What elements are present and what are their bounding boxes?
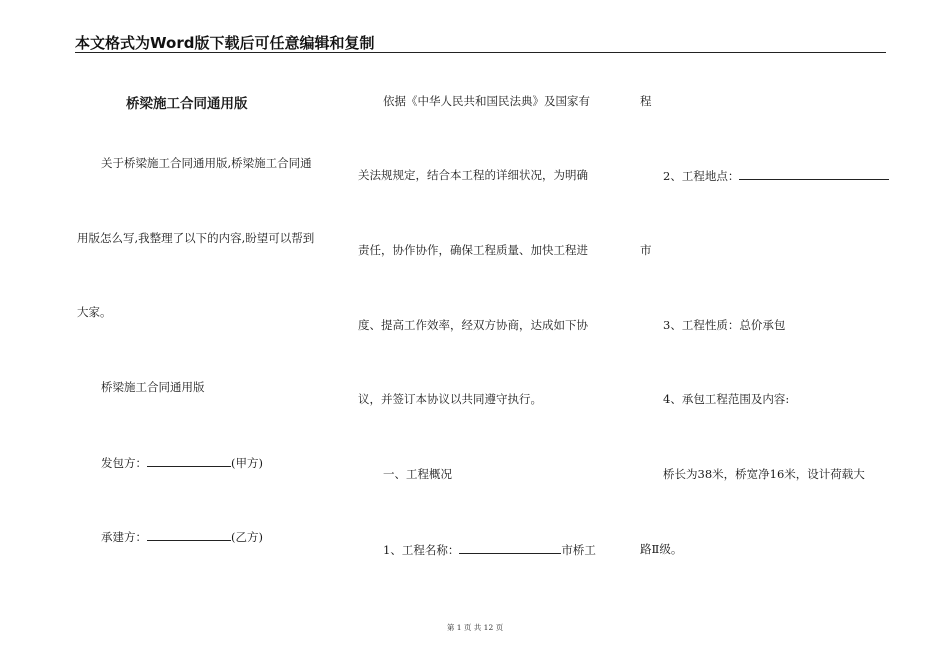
body-line-5: 议，并签订本协议以共同遵守执行。	[358, 392, 542, 406]
item-2-line	[663, 168, 889, 183]
intro-line-3: 大家。	[77, 305, 112, 319]
col3-line-1: 程	[640, 94, 652, 108]
party-a-suffix: (甲方)	[231, 456, 263, 470]
party-b-suffix: (乙方)	[231, 530, 263, 544]
intro-line-2: 用版怎么写,我整理了以下的内容,盼望可以帮到	[77, 231, 315, 245]
project-location-blank	[739, 168, 889, 180]
body-line-3: 责任，协作协作，确保工程质量、加快工程进	[358, 243, 588, 257]
party-a-label: 发包方：	[101, 456, 147, 470]
body-line-4: 度、提高工作效率，经双方协商，达成如下协	[358, 318, 588, 332]
item-4-line: 4、承包工程范围及内容:	[663, 392, 790, 406]
subtitle: 桥梁施工合同通用版	[101, 380, 205, 394]
page-number: 第 1 页 共 12 页	[446, 623, 504, 632]
body-line-2: 关法规规定，结合本工程的详细状况，为明确	[358, 168, 588, 182]
party-a-line	[101, 455, 263, 470]
document-title: 桥梁施工合同通用版	[126, 96, 248, 112]
item-1-line	[383, 542, 596, 557]
item-3-line: 3、工程性质：总价承包	[663, 318, 786, 332]
project-name-blank	[459, 542, 561, 554]
header-divider	[75, 52, 886, 53]
item-2-label: 2、工程地点：	[663, 169, 740, 183]
item-1-label: 1、工程名称：	[383, 543, 460, 557]
scope-line-2: 路Ⅱ级。	[640, 542, 683, 556]
scope-line-1: 桥长为38米，桥宽净16米，设计荷载大	[663, 467, 865, 481]
intro-line-1: 关于桥梁施工合同通用版,桥梁施工合同通	[101, 156, 312, 170]
party-b-label: 承建方：	[101, 530, 147, 544]
body-line-1: 依据《中华人民共和国民法典》及国家有	[383, 94, 590, 108]
party-a-blank	[147, 455, 231, 467]
document-banner: 本文格式为Word版下载后可任意编辑和复制	[75, 34, 375, 52]
party-b-blank	[147, 529, 231, 541]
item-1-suffix: 市桥工	[561, 543, 596, 557]
section-heading-1: 一、工程概况	[383, 467, 452, 481]
party-b-line	[101, 529, 263, 544]
city-line: 市	[640, 243, 652, 257]
